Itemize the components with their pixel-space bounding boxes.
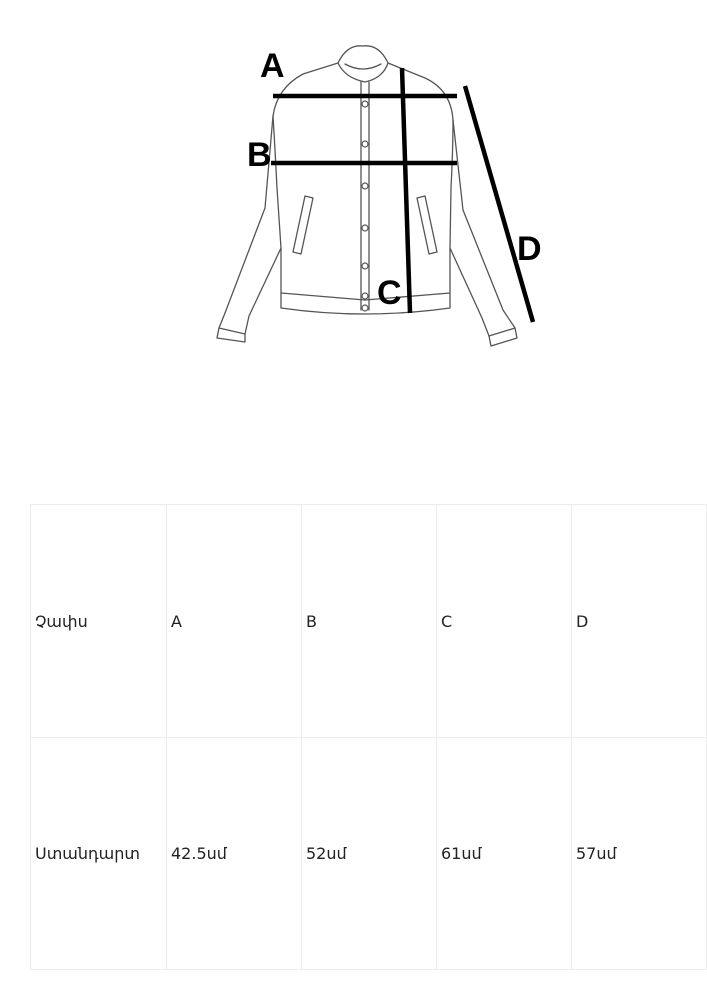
left-cuff (217, 328, 245, 342)
jacket-illustration (205, 38, 565, 348)
row-cell-c: 61սմ (437, 738, 572, 970)
header-cell-c: C (437, 505, 572, 738)
measure-line-c (402, 68, 410, 313)
header-cell-size: Չափս (31, 505, 167, 738)
label-a: A (260, 47, 285, 85)
table-row (31, 738, 707, 970)
jacket-buttons (362, 101, 368, 311)
row-cell-a: 42.5սմ (167, 738, 302, 970)
label-b: B (247, 136, 272, 174)
header-cell-b: B (302, 505, 437, 738)
jacket-measurement-diagram (205, 38, 565, 348)
header-cell-d: D (572, 505, 707, 738)
header-cell-a: A (167, 505, 302, 738)
measure-line-d (465, 86, 533, 322)
row-cell-b: 52սմ (302, 738, 437, 970)
table-header-row (31, 505, 707, 738)
row-cell-d: 57սմ (572, 738, 707, 970)
left-pocket (293, 196, 313, 254)
row-cell-size: Ստանդարտ (31, 738, 167, 970)
right-cuff (489, 328, 517, 346)
jacket-placket (361, 82, 369, 310)
size-table (30, 504, 707, 970)
label-d: D (517, 230, 542, 268)
label-c: C (377, 274, 402, 312)
right-pocket (417, 196, 437, 254)
